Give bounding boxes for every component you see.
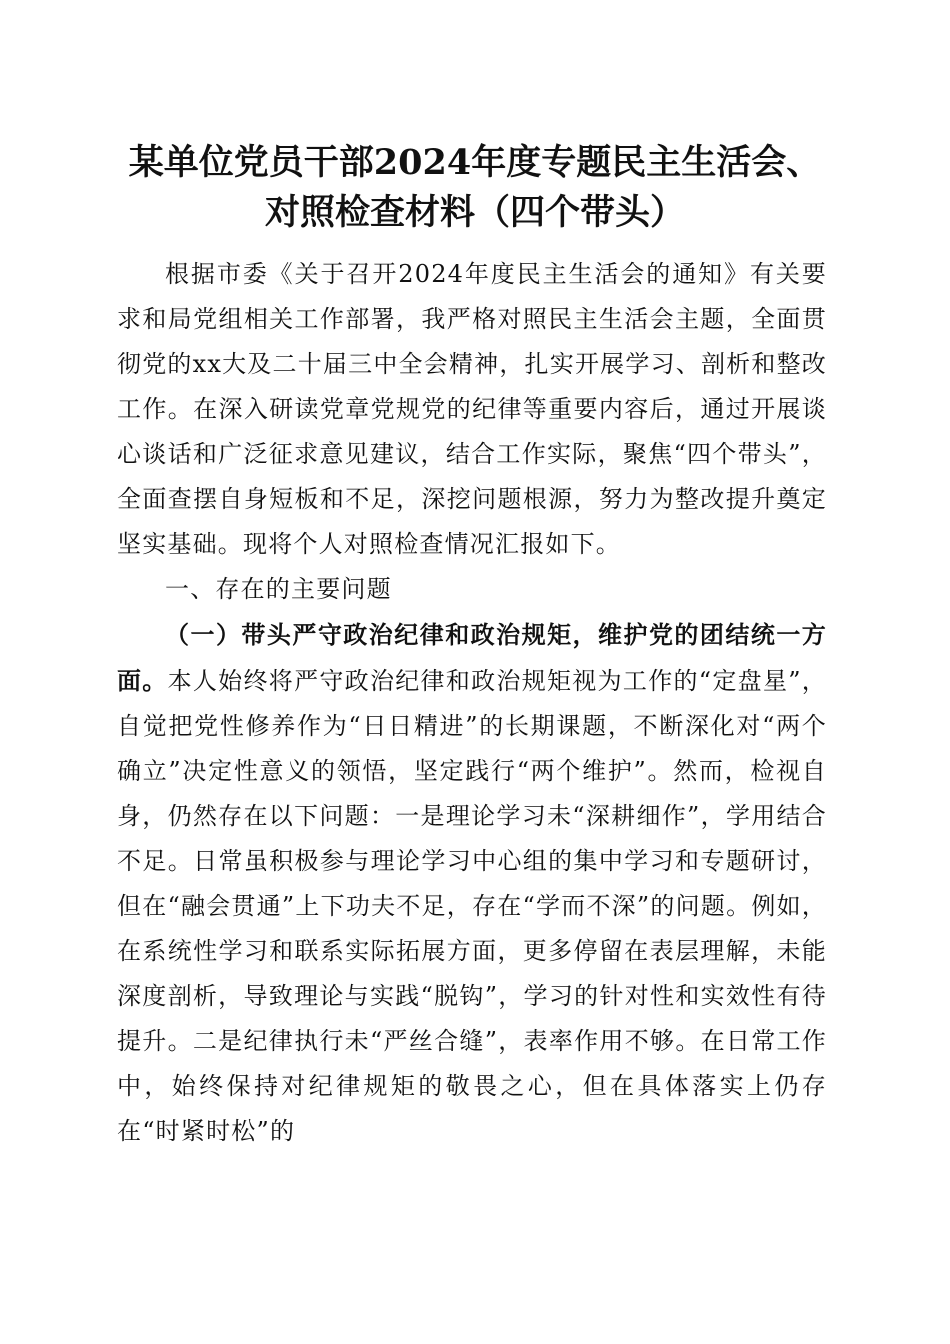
intro-paragraph: 根据市委《关于召开2024年度民主生活会的通知》有关要求和局党组相关工作部署，我严格对照民主生活会主题，全面贯彻党的xx大及二十届三中全会精神，扎实开展学习、剖析和整改工作。在深入研读党章党规党的纪律等重要内容后，通过开展谈心谈话和广泛征求意见建议，结合工作实际，聚焦“四个带头”，全面查摆自身短板和不足，深挖问题根源，努力为整改提升奠定坚实基础。现将个人对照检查情况汇报如下。 xyxy=(117,260,827,558)
title-line-1: 某单位党员干部2024年度专题民主生活会、 xyxy=(128,142,822,183)
subsection-lead: （一）带头严守政治纪律和政治规矩，维护党的团结统一方面。 xyxy=(117,620,827,695)
subsection-text: 本人始终将严守政治纪律和政治规矩视为工作的“定盘星”，自觉把党性修养作为“日日精进”的长期课题，不断深化对“两个确立”决定性意义的领悟，坚定践行“两个维护”。然而，检视自身，仍然存在以下问题：一是理论学习未“深耕细作”，学用结合不足。日常虽积极参与理论学习中心组的集中学习和专题研讨，但在“融会贯通”上下功夫不足，存在“学而不深”的问题。例如，在系统性学习和联系实际拓展方面，更多停留在表层理解，未能深度剖析，导致理论与实践“脱钩”，学习的针对性和实效性有待提升。二是纪律执行未“严丝合缝”，表率作用不够。在日常工作中，始终保持对纪律规矩的敬畏之心，但在具体落实上仍存在“时紧时松”的 xyxy=(117,667,827,1145)
document-body xyxy=(117,252,827,1154)
section-heading: 一、存在的主要问题 xyxy=(165,575,392,603)
subsection-paragraph xyxy=(117,612,827,1154)
document-title xyxy=(100,138,850,238)
title-line-2: 对照检查材料（四个带头） xyxy=(264,192,685,233)
